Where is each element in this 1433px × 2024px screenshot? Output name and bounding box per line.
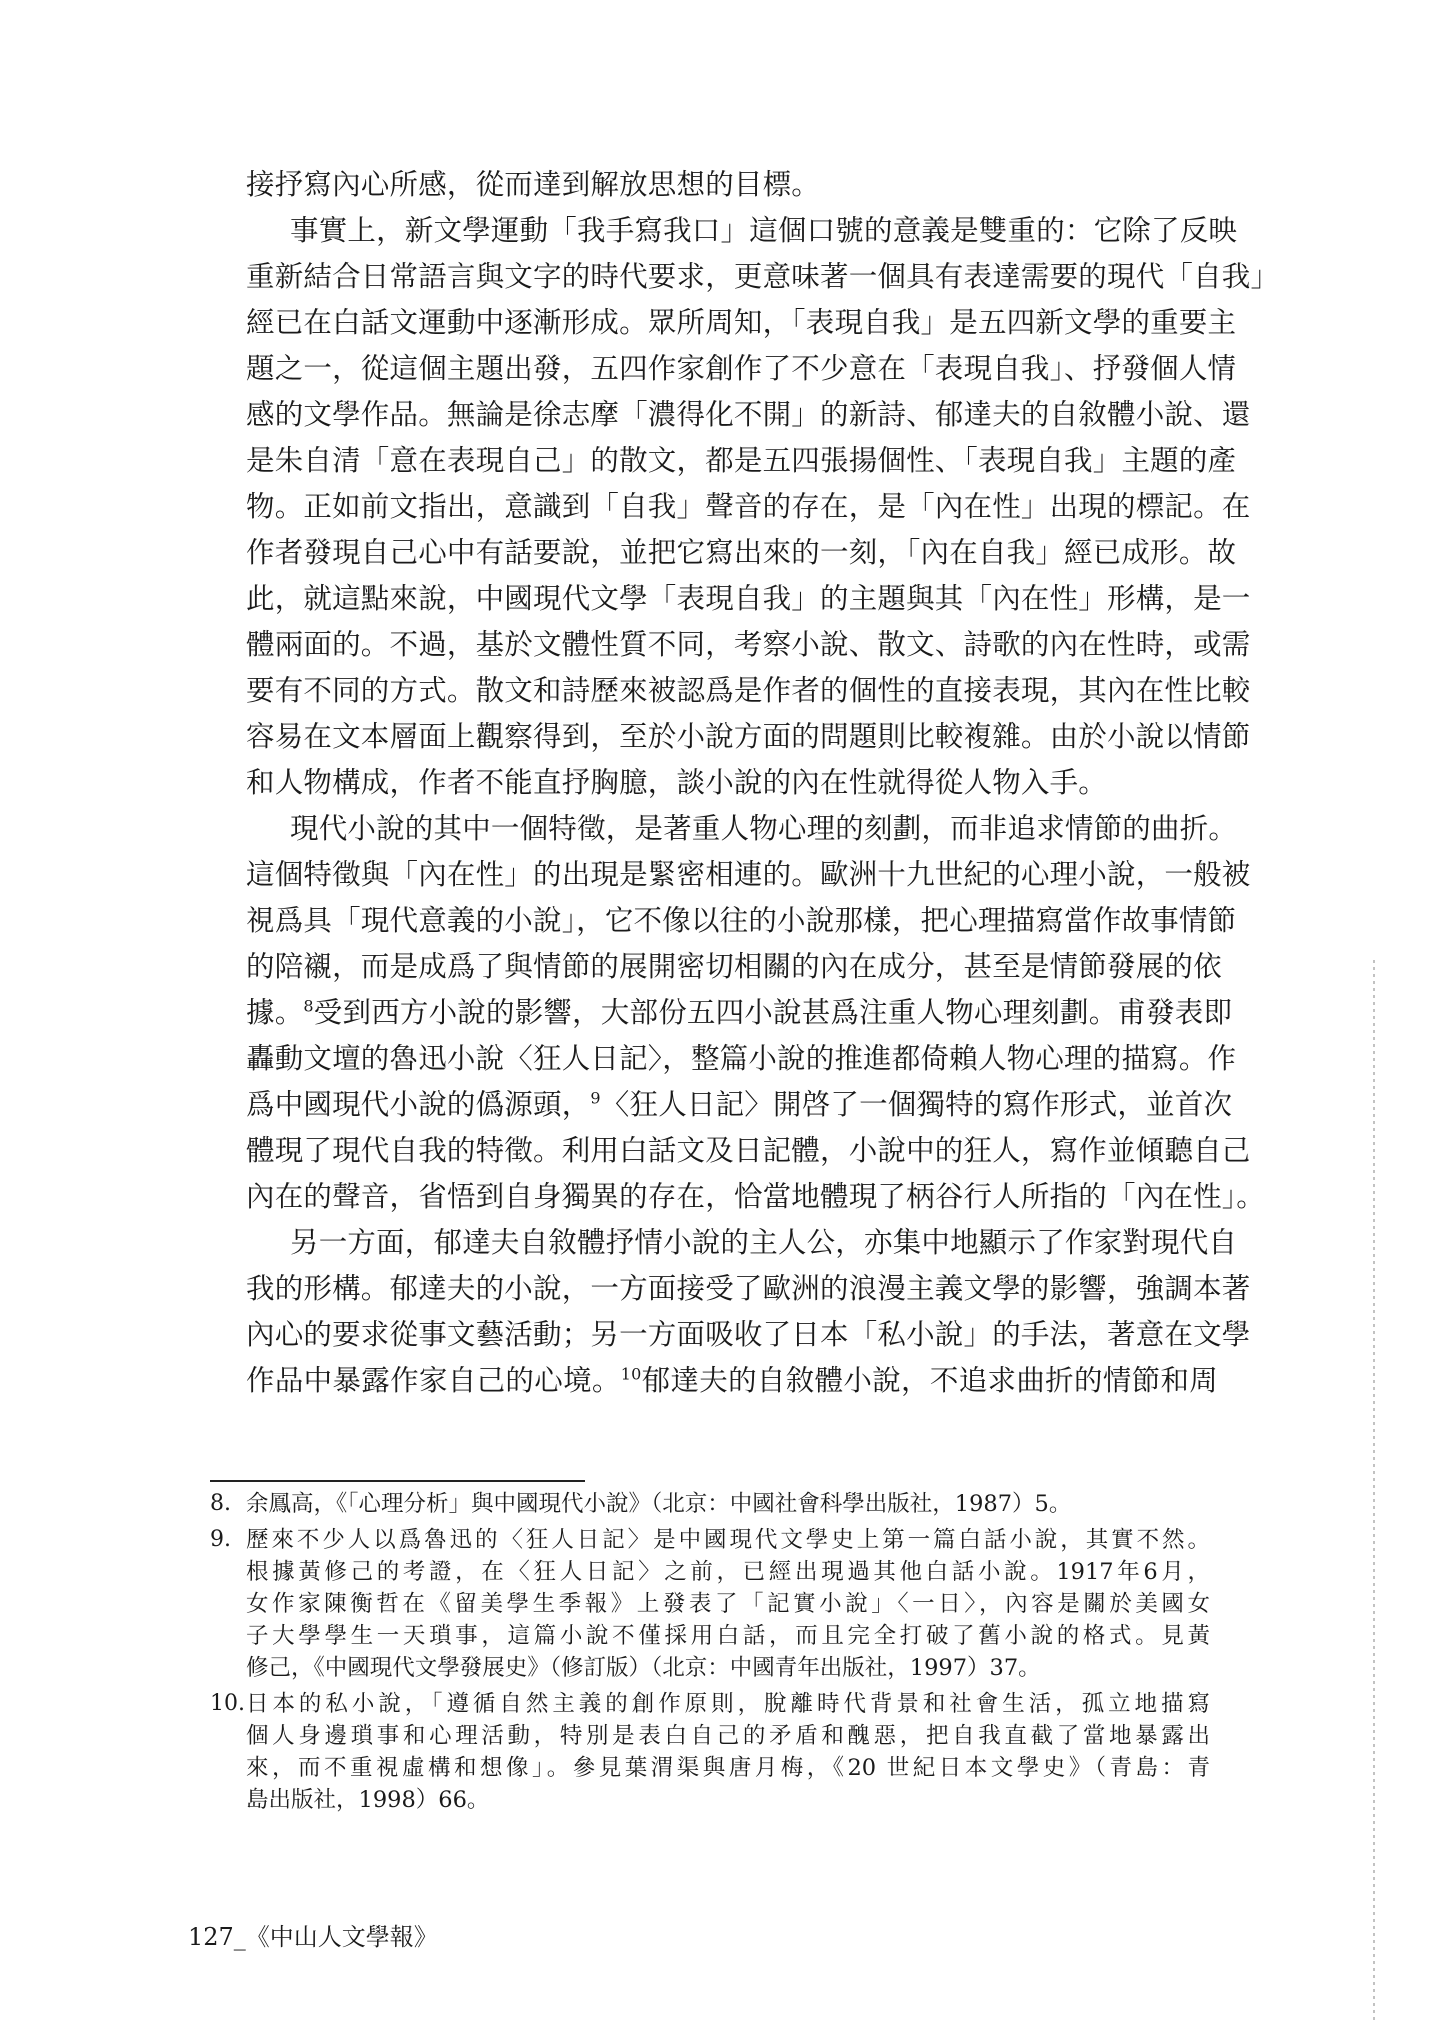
text-segment: 爲中國現代小說的僞源頭， (246, 1088, 591, 1121)
text-line: 接抒寫內心所感，從而達到解放思想的目標。 (246, 168, 821, 201)
text-line: 重新結合日常語言與文字的時代要求，更意味著一個具有表達需要的現代「自我」 (246, 260, 1280, 293)
footnote-text (246, 1688, 1210, 1816)
footnote-divider (210, 1480, 585, 1482)
footnote-line: 日本的私小說，「遵循自然主義的創作原則，脫離時代背景和社會生活，孤立地描寫 (246, 1691, 1210, 1717)
footnote-number: 8. (210, 1491, 231, 1516)
footnote-line: 來，而不重視虛構和想像」。參見葉渭渠與唐月梅，《20 世紀日本文學史》（青島：青 (246, 1755, 1210, 1781)
footnote-ref-8[interactable]: 8 (303, 996, 314, 1016)
paragraph-start: 另一方面，郁達夫自敘體抒情小說的主人公，亦集中地顯示了作家對現代自 (290, 1226, 1238, 1259)
text-line: 我的形構。郁達夫的小說，一方面接受了歐洲的浪漫主義文學的影響，強調本著 (246, 1272, 1251, 1305)
text-line (246, 1358, 1218, 1404)
text-line: 感的文學作品。無論是徐志摩「濃得化不開」的新詩、郁達夫的自敘體小說、還 (246, 398, 1251, 431)
paragraph-start: 事實上，新文學運動「我手寫我口」這個口號的意義是雙重的：它除了反映 (290, 214, 1238, 247)
text-line: 轟動文壇的魯迅小說〈狂人日記〉，整篇小說的推進都倚賴人物心理的描寫。作 (246, 1042, 1237, 1075)
text-line: 是朱自清「意在表現自己」的散文，都是五四張揚個性、「表現自我」主題的產 (246, 444, 1237, 477)
text-segment: 據。 (246, 996, 304, 1029)
text-line: 容易在文本層面上觀察得到，至於小說方面的問題則比較複雜。由於小說以情節 (246, 720, 1251, 753)
scan-edge-mark (1373, 960, 1375, 2024)
footnote-8 (210, 1488, 1210, 1520)
footnote-text (246, 1524, 1210, 1684)
text-line: 內心的要求從事文藝活動；另一方面吸收了日本「私小說」的手法，著意在文學 (246, 1318, 1251, 1351)
footnote-line: 余鳳高，《「心理分析」與中國現代小說》（北京：中國社會科學出版社，1987）5。 (246, 1491, 1072, 1517)
text-line: 作者發現自己心中有話要說，並把它寫出來的一刻，「內在自我」經已成形。故 (246, 536, 1237, 569)
text-line: 物。正如前文指出，意識到「自我」聲音的存在，是「內在性」出現的標記。在 (246, 490, 1251, 523)
text-line: 要有不同的方式。散文和詩歷來被認爲是作者的個性的直接表現，其內在性比較 (246, 674, 1251, 707)
paragraph-start: 現代小說的其中一個特徵，是著重人物心理的刻劃，而非追求情節的曲折。 (290, 812, 1238, 845)
footnote-9 (210, 1524, 1210, 1684)
footnote-line: 根據黃修己的考證，在〈狂人日記〉之前，已經出現過其他白話小說。1917年6月， (246, 1559, 1210, 1585)
footnotes (210, 1488, 1210, 1820)
page-folio: 127_《中山人文學報》 (188, 1923, 438, 1951)
text-segment: 受到西方小說的影響，大部份五四小說甚爲注重人物心理刻劃。甫發表即 (313, 996, 1233, 1029)
text-segment: 郁達夫的自敘體小說，不追求曲折的情節和周 (641, 1364, 1218, 1397)
text-line (246, 1082, 1233, 1128)
footnote-10 (210, 1688, 1210, 1816)
footnote-line: 修己，《中國現代文學發展史》（修訂版）（北京：中國青年出版社，1997）37。 (246, 1655, 1041, 1681)
footnote-number: 9. (210, 1527, 231, 1552)
text-line (246, 990, 1233, 1036)
footnote-number: 10. (210, 1691, 245, 1716)
text-line: 題之一，從這個主題出發，五四作家創作了不少意在「表現自我」、抒發個人情 (246, 352, 1237, 385)
main-text (246, 162, 1280, 1404)
text-segment: 〈狂人日記〉開啓了一個獨特的寫作形式，並首次 (600, 1088, 1233, 1121)
footnote-line: 島出版社，1998）66。 (246, 1787, 490, 1813)
text-line: 內在的聲音，省悟到自身獨異的存在，恰當地體現了柄谷行人所指的「內在性」。 (246, 1180, 1265, 1213)
footnote-ref-10[interactable]: 10 (620, 1364, 642, 1384)
text-segment: 作品中暴露作家自己的心境。 (246, 1364, 621, 1397)
text-line: 視爲具「現代意義的小說」，它不像以往的小說那樣，把心理描寫當作故事情節 (246, 904, 1237, 937)
text-line: 和人物構成，作者不能直抒胸臆，談小說的內在性就得從人物入手。 (246, 766, 1108, 799)
footnote-text (246, 1488, 1210, 1520)
footnote-line: 歷來不少人以爲魯迅的〈狂人日記〉是中國現代文學史上第一篇白話小說，其實不然。 (246, 1527, 1210, 1553)
footnote-line: 個人身邊瑣事和心理活動，特別是表白自己的矛盾和醜惡，把自我直截了當地暴露出 (246, 1723, 1210, 1749)
text-line: 體兩面的。不過，基於文體性質不同，考察小說、散文、詩歌的內在性時，或需 (246, 628, 1251, 661)
footnote-line: 子大學學生一天瑣事，這篇小說不僅採用白話，而且完全打破了舊小說的格式。見黃 (246, 1623, 1210, 1649)
text-line: 經已在白話文運動中逐漸形成。眾所周知，「表現自我」是五四新文學的重要主 (246, 306, 1237, 339)
text-line: 這個特徵與「內在性」的出現是緊密相連的。歐洲十九世紀的心理小說，一般被 (246, 858, 1251, 891)
footnote-line: 女作家陳衡哲在《留美學生季報》上發表了「記實小說」〈一日〉，內容是關於美國女 (246, 1591, 1210, 1617)
text-line: 的陪襯，而是成爲了與情節的展開密切相關的內在成分，甚至是情節發展的依 (246, 950, 1222, 983)
footnote-ref-9[interactable]: 9 (590, 1088, 601, 1108)
text-line: 體現了現代自我的特徵。利用白話文及日記體，小說中的狂人，寫作並傾聽自己 (246, 1134, 1251, 1167)
text-line: 此，就這點來說，中國現代文學「表現自我」的主題與其「內在性」形構，是一 (246, 582, 1251, 615)
